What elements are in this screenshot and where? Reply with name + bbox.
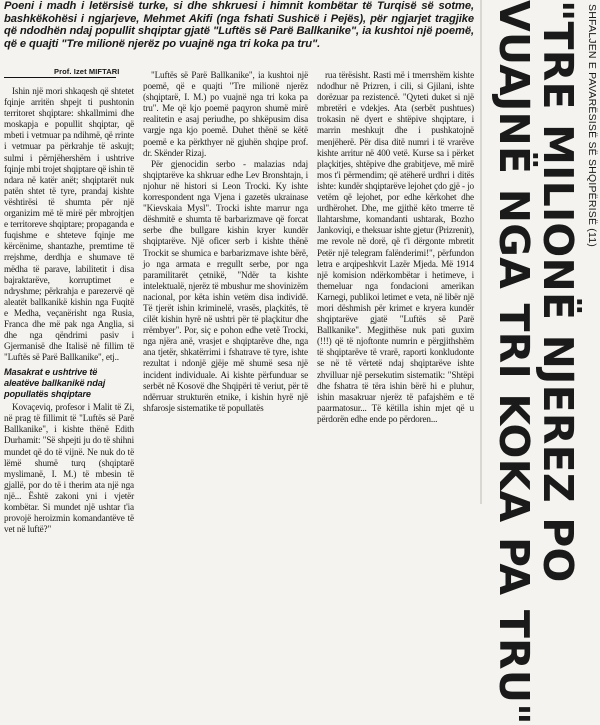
headline [490,0,582,725]
series-title: SHFALJEN E PAVARËSISË SË SHQIPËRISË (11) [586,4,598,247]
section-subhead: Masakrat e ushtrive të aleatëve ballkanikë ndaj popullatës shqiptare [4,367,106,399]
author-byline: Prof. Izet MIFTARI [54,67,120,76]
col2-paragraph-1: "Luftës së Parë Ballkanike", ia kushtoi një poemë, që e quajti "Tre milionë njerëz (shqiptarë, I. M.) po vuajnë nga tri koka pa tru". Me që kjo poemë paqyron shumë mirë realitetin e asaj periudhe, po shkëpusim disa vargje nga kjo poemë. Duhet thënë se këtë poemë e ka përkthyer në gjuhën shqipe prof. dr. Skënder Rizaj. [143,70,308,158]
headline-strip [482,0,600,725]
col1-paragraph-2: Kovaçeviq, profesor i Malit të Zi, në prag të fillimit të "Luftës së Parë Ballkanike", i kishte thënë Edith Durhamit: "Së shpejti ju do të shihni mundet që do të vijnë. Ne nuk do të lëmë shumë turq (shqiptarë myslimanë, I. M.) të mbesin të gjallë, por do të i therim ata një nga një... Është zakoni yni i vjetër kombëtar. Si mundet një ushtar t'ia provojë heroizmin komandantëve të vet në luftë?" [4,402,134,535]
col1-paragraph-1: Ishin një mori shkaqesh që shtetet fqinje arritën shpejt ti pushtonin territoret shqiptare: shkallmimi dhe moskapja e popullit shqiptar, që mbeti i vetmuar pa ndihmë, që rrinte i vetmuar pa përkrahje të askujt; sulmi i përnjëhershëm i ushtrive fqinje mbi trojet shqiptare që ishin të ndara në katër anët; shqiptarët nuk patën shtet të tyre, prandaj kishte vështirësi të shumta për një organizim më të mirë për mbrojtjen e territoreve shqiptare; propaganda e fuqishme e shteteve fqinje me kërcënime, shantazhe, premtime të rrejshme, derdhja e shumave të mëdha të parave, labilitetit i disa bajraktarëve, korruptimet e ndryshme; përkrahja e parezervë që aleatët ballkanikë kishin nga Fuqitë e Medha, veçanërisht nga Rusia, Franca dhe më pak nga Anglia, si dhe nga qëndrimi pasiv i Gjermanisë dhe Italisë në fillim të "Luftës së Parë Ballkanike", etj.. [4,86,134,363]
column-2 [143,70,308,504]
col3-paragraph-1: rua tërësisht. Rasti më i tmerrshëm kishte ndodhur në Prizren, i cili, si Gjilani, ishte dorëzuar pa rezistencë. "Qyteti duket si një mbretëri e vdekjes. Ata (serbët pushtues) trokasin në dyert e shtëpive shqiptare, i marrin meshkujt dhe i pushkatojnë menjëherë. Për disa ditë numri i të vrarëve kishte arritur në 400 vetë. Kurse sa i përket plaçkitjes, shtëpive dhe grabitjeve, më mirë mos t'i përmendim; që atëherë urdhri i ditës ishte: kundër shqiptarëve lejohet çdo gjë - jo vetëm që lejohet, por edhe kërkohet dhe urdhërohet. Dhe, me gjithë këto tmerre të llahtarshme, komandanti ushtarak, Bozho Jankoviqi, e theksuar ishte gjetur (Prizrenit), me revole në dorë, që t'i dërgonte mbretit Petër një telegram falënderimi!", përfundon letra e arqipeshkvit Lazër Mjeda. Më 1914 një komision ndërkombëtar i hetimeve, i themeluar nga fondacioni amerikan Karnegi, publikoi letimet e veta, në libër një mori dëshmish për krimet e kryera kundër shqiptarëve gjatë "Luftës së Parë Ballkanike". Megjithëse nuk pati guxim (!!!) që të njoftonte numrin e përgjithshëm të shqiptarëve të vrarë, raporti konkludonte se në të vërtetë ndaj shqiptarëve ishte zhvilluar një persekutim sistematik: "Shtëpi dhe fshatra të tëra ishin bërë hi e pluhur, ishin masakruar njerëz të pafajshëm e të paarmatosur... Të këtilla ishin mjet që u përdorën edhe ende po përdoren... [317,70,474,424]
byline-rule [4,77,116,78]
column-1 [4,86,134,535]
rotated-headline-block [482,0,600,725]
intro-lead: Poeni i madh i letërsisë turke, si dhe shkruesi i himnit kombëtar të Turqisë së sotme, bashkëkohësi i ngjarjeve, Mehmet Akifi (nga fshati Sushicë i Pejës), për ngjarjet tragjike që ndodhën ndaj popullit shqiptar gjatë "Luftës së Parë Ballkanike", ia kushtoi një poemë, që e quajti "Tre milionë njerëz po vuajnë nga tri koka pa tru". [4,0,474,50]
headline-line-1: "TRE MILIONË NJEREZ PO [534,0,582,583]
headline-line-2: VUAJNË NGA TRI KOKA PA TRU" [490,0,538,725]
column-3 [317,70,474,504]
col2-paragraph-2: Për gjenocidin serbo - malazias ndaj shqiptarëve ka shkruar edhe Lev Bronshtajn, i njohur në histori si Leon Trocki. Ky ishte korrespondent nga Vjena i gazetës ukrainase "Kievskaia Mysl". Trocki ishte marrur nga dëshmitë e shumta të barbarizmave që forcat serbe dhe bullgare kishin kryer kundër shqiptarëve. Një oficer serb i kishte thënë Trockit se shumica e barbarizmave ishte bërë, jo nga armata e rregullt serbe, por nga paramilitarët çetnikë, "Ndër ta kishte intelektualë, njerëz të mbushur me shovinizëm nacional, por këta ishin vetëm disa individë. Të tjerët ishin kriminelë, vrasës, plaçkitës, të cilët kishin hyrë në ushtri për të plaçkitur dhe rrëmbyer". Por, siç e pohon edhe vetë Trocki, nga njëra anë, vrasjet e shqiptarëve dhe, nga ana tjetër, shkatërrimi i fshatrave të tyre, ishte rezultat i ndonjë gjëje më shumë sesa një incident individuale. Ai kishte përfunduar se serbët në Kosovë dhe Shqipëri të veriut, për të ndërruar strukturën etnike, i kishin hyrë një shfarosje sistematike të popullatës [143,158,308,413]
